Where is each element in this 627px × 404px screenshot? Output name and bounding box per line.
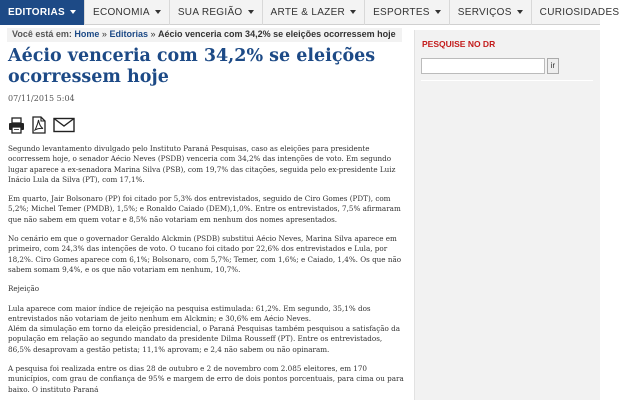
article [8, 46, 404, 404]
chevron-down-icon [70, 10, 76, 14]
nav-label: EDITORIAS [8, 6, 65, 18]
nav-label: SERVIÇOS [457, 6, 512, 18]
article-title: Aécio venceria com 34,2% se eleições ocorressem hoje [8, 46, 376, 87]
article-paragraph: Segundo levantamento divulgado pelo Instituto Paraná Pesquisas, caso as eleições para presidente ocorressem hoje, o senador Aécio Neves (PSDB) venceria com 34,2% das intenções de voto. Em segundo lugar aparece a ex-senadora Marina Silva (PSB), com 19,7% das citações, seguida pelo ex-presidente Luiz Inácio Lula da Silva (PT), com 17,1%. [8, 144, 396, 184]
breadcrumb-separator: » [101, 29, 107, 39]
breadcrumb-prefix: Você está em: [12, 29, 72, 39]
nav-item-editorias[interactable] [0, 0, 85, 25]
pdf-icon[interactable] [31, 116, 47, 134]
nav-label: ECONOMIA [92, 6, 150, 18]
breadcrumb [7, 28, 402, 42]
print-icon[interactable] [8, 117, 25, 134]
article-paragraph: No cenário em que o governador Geraldo Alckmin (PSDB) substitui Aécio Neves, Marina Silva aparece em primeiro, com 24,3% das intenções de voto. O tucano foi citado por 22,6% dos entrevistados e Lula, por 18,2%. Ciro Gomes aparece com 6,1%; Bolsonaro, com 5,7%; Temer, com 1,6%; e Caiado, 1,4%. Os que não sabem somam 9,4%, e os que não votariam em nenhum, 10,7%. [8, 234, 402, 274]
article-date: 07/11/2015 5:04 [8, 94, 75, 103]
nav-item-sua-regiao[interactable] [170, 0, 263, 25]
breadcrumb-current: Aécio venceria com 34,2% se eleições ocorressem hoje [158, 29, 396, 39]
breadcrumb-home-link[interactable]: Home [74, 29, 100, 39]
search-input[interactable] [421, 58, 545, 74]
nav-item-economia[interactable] [85, 0, 170, 25]
article-paragraph: Lula aparece com maior índice de rejeição na pesquisa estimulada: 61,2%. Em segundo, 35,1% dos entrevistados não votariam de jeito nenhum em Alckmin; e 30,6% em Aécio Neves. [8, 303, 371, 323]
search-title: PESQUISE NO DR [422, 39, 496, 49]
nav-label: SUA REGIÃO [177, 6, 243, 18]
breadcrumb-section-link[interactable]: Editorias [109, 29, 148, 39]
nav-label: ARTE & LAZER [270, 6, 346, 18]
article-paragraph: Além da simulação em torno da eleição presidencial, o Paraná Pesquisas também pesquisou a satisfação da população em relação ao segundo mandato da presidente Dilma Rousseff (PT). Entre os entrevistados, 86,5% desaprovam a gestão petista; 11,1% aprovam; e 2,4 não sabem ou não opinaram. [8, 324, 401, 354]
email-icon[interactable] [53, 117, 75, 133]
nav-label: CURIOSIDADES [539, 6, 620, 18]
article-subheading: Rejeição [8, 284, 40, 294]
article-tools [8, 115, 404, 135]
chevron-down-icon [248, 10, 254, 14]
chevron-down-icon [350, 10, 356, 14]
article-body [8, 144, 404, 395]
sidebar [414, 30, 600, 400]
nav-item-arte-lazer[interactable] [263, 0, 366, 25]
article-paragraph: Em quarto, Jair Bolsonaro (PP) foi citado por 5,3% dos entrevistados, seguido de Ciro Gomes (PDT), com 5,2%; Michel Temer (PMDB), 1,5%; e Ronaldo Caiado (DEM),1,0%. Entre os entrevistados, 7,5% afirmaram que não sabem em quem votar e 8,5% não votariam em nenhum dos nomes apresentados. [8, 194, 401, 224]
nav-item-curiosidades[interactable] [532, 0, 627, 25]
breadcrumb-separator: » [150, 29, 156, 39]
nav-item-esportes[interactable] [365, 0, 450, 25]
chevron-down-icon [435, 10, 441, 14]
nav-item-servicos[interactable] [450, 0, 532, 25]
main-nav [0, 0, 620, 25]
chevron-down-icon [517, 10, 523, 14]
chevron-down-icon [155, 10, 161, 14]
nav-label: ESPORTES [373, 6, 430, 18]
article-paragraph: A pesquisa foi realizada entre os dias 28 de outubro e 2 de novembro com 2.085 eleitores, em 170 municípios, com grau de confiança de 95% e margem de erro de dois pontos porcentuais, para cima ou para baixo. O instituto Paraná [8, 364, 404, 394]
divider [421, 80, 593, 81]
search-button[interactable]: ir [547, 58, 559, 74]
